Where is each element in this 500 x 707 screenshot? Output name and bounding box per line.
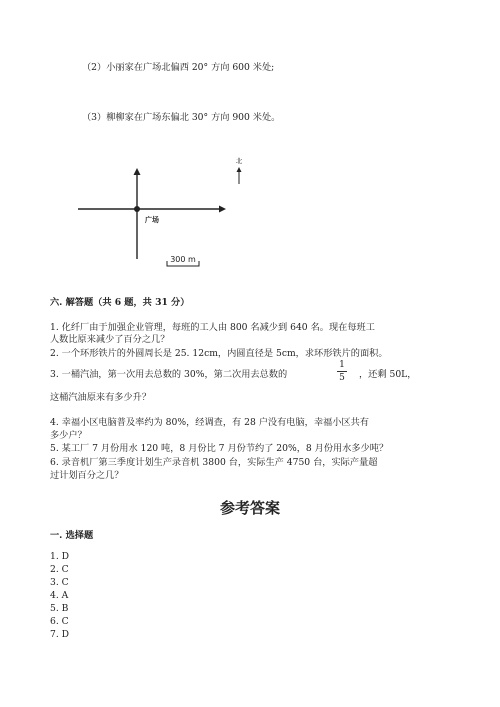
section6-heading: 六. 解答题（共 6 题，共 31 分）: [50, 297, 190, 308]
answer-item: 3. C: [50, 577, 69, 588]
north-indicator: [236, 156, 243, 184]
problem-3-line-2: 这桶汽油原来有多少升？: [50, 392, 152, 403]
problem-3-line-1a: 3. 一桶汽油，第一次用去总数的 30%，第二次用去总数的: [50, 369, 288, 380]
problem-1-line-2: 人数比原来减少了百分之几？: [50, 334, 170, 345]
direction-statement-2: （2）小丽家在广场北偏西 20° 方向 600 米处;: [82, 62, 275, 73]
fraction-numerator: 1: [339, 360, 345, 370]
problem-5: 5. 某工厂 7 月份用水 120 吨，8 月份比 7 月份节约了 20%，8 月份用水多少吨？: [50, 443, 389, 454]
north-arrowhead: [134, 168, 141, 175]
problem-3-line-1b: ，还剩 50L，: [359, 369, 417, 380]
problem-6-line-2: 过计划百分之几？: [50, 470, 124, 481]
answer-item: 5. B: [50, 603, 69, 614]
answer-item: 7. D: [50, 629, 70, 640]
answer-item: 2. C: [50, 564, 69, 575]
answer-item: 6. C: [50, 616, 69, 627]
square-center-dot: [134, 206, 140, 212]
answer-item: 4. A: [50, 590, 69, 601]
answers-title: 参考答案: [219, 499, 280, 517]
problem-4-line-2: 多少户？: [50, 430, 87, 441]
east-arrowhead: [219, 206, 226, 213]
map-axes: [78, 168, 226, 259]
scale-bar: [167, 255, 199, 266]
answer-item: 1. D: [50, 551, 70, 562]
direction-statement-3: （3）柳柳家在广场东偏北 30° 方向 900 米处。: [82, 112, 281, 123]
answers-section-heading: 一. 选择题: [50, 530, 94, 541]
north-label: 北: [235, 157, 243, 165]
problem-1-line-1: 1. 化纤厂由于加强企业管理，每班的工人由 800 名减少到 640 名。现在每班工: [50, 322, 375, 333]
scale-label: 300 m: [170, 255, 196, 264]
problem-6-line-1: 6. 录音机厂第三季度计划生产录音机 3800 台，实际生产 4750 台，实际产量超: [50, 457, 378, 468]
square-label: 广场: [145, 216, 159, 224]
problem-4-line-1: 4. 幸福小区电脑普及率约为 80%，经调查，有 28 户没有电脑，幸福小区共有: [50, 417, 369, 428]
fraction-denominator: 5: [339, 373, 345, 383]
problem-2: 2. 一个环形铁片的外圆周长是 25. 12cm，内圆直径是 5cm，求环形铁片的面积。: [50, 348, 388, 359]
fraction-one-fifth: [337, 360, 347, 383]
